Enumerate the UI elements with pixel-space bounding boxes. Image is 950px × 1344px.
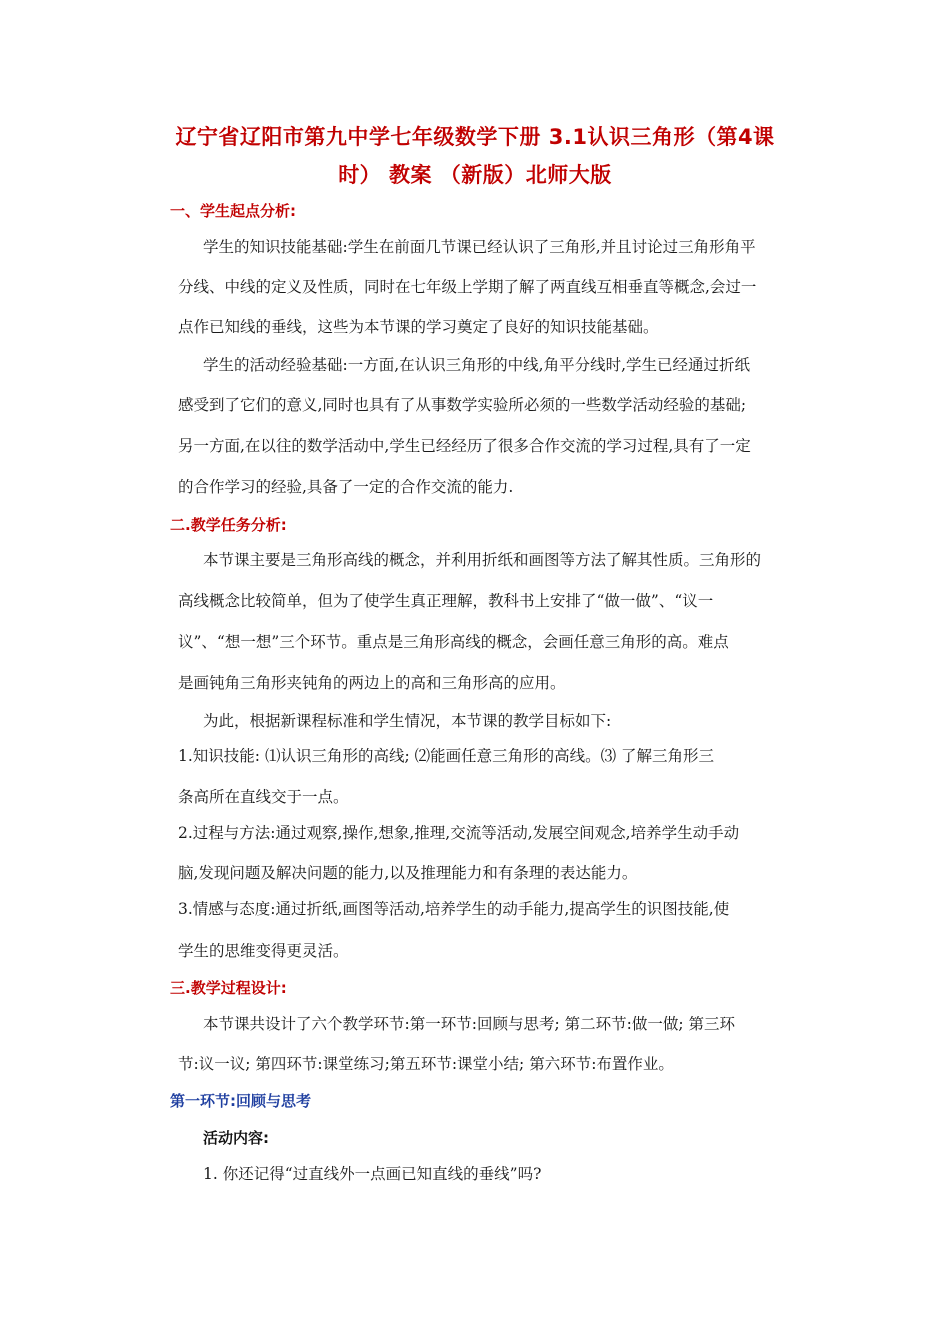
paragraph-line: 本节课共设计了六个教学环节:第一环节:回顾与思考; 第二环节:做一做; 第三环 [203,1015,735,1033]
paragraph-line: 学生的活动经验基础:一方面,在认识三角形的中线,角平分线时,学生已经通过折纸 [203,356,751,374]
activity-item: 1. 你还记得“过直线外一点画已知直线的垂线”吗? [203,1165,542,1183]
step-heading-1: 第一环节:回顾与思考 [170,1092,311,1110]
goal-line: 3.情感与态度:通过折纸,画图等活动,培养学生的动手能力,提高学生的识图技能,使 [178,900,730,918]
section-heading-3: 三.教学过程设计: [170,979,287,997]
activity-heading: 活动内容: [203,1129,269,1147]
section-heading-1: 一、学生起点分析: [170,202,296,220]
goal-line: 条高所在直线交于一点。 [178,788,349,806]
paragraph-line: 议”、“想一想”三个环节。重点是三角形高线的概念，会画任意三角形的高。难点 [178,633,729,651]
title-line-1: 辽宁省辽阳市第九中学七年级数学下册 3.1认识三角形（第4课 [175,125,775,149]
paragraph-line: 点作已知线的垂线，这些为本节课的学习奠定了良好的知识技能基础。 [178,318,659,336]
goal-line: 脑,发现问题及解决问题的能力,以及推理能力和有条理的表达能力。 [178,864,638,882]
section-heading-2: 二.教学任务分析: [170,516,287,534]
paragraph-line: 节:议一议; 第四环节:课堂练习;第五环节:课堂小结; 第六环节:布置作业。 [178,1055,674,1073]
paragraph-line: 学生的知识技能基础:学生在前面几节课已经认识了三角形,并且讨论过三角形角平 [203,238,756,256]
paragraph-line: 另一方面,在以往的数学活动中,学生已经经历了很多合作交流的学习过程,具有了一定 [178,437,751,455]
paragraph-line: 高线概念比较简单，但为了使学生真正理解，教科书上安排了“做一做”、“议一 [178,592,714,610]
goal-line: 2.过程与方法:通过观察,操作,想象,推理,交流等活动,发展空间观念,培养学生动手动 [178,824,740,842]
title-line-2: 时） 教案 （新版）北师大版 [338,163,612,187]
goal-line: 学生的思维变得更灵活。 [178,942,349,960]
paragraph-line: 的合作学习的经验,具备了一定的合作交流的能力. [178,478,514,496]
document-title [150,118,800,194]
paragraph-line: 为此，根据新课程标准和学生情况，本节课的教学目标如下: [203,712,612,730]
paragraph-line: 本节课主要是三角形高线的概念，并利用折纸和画图等方法了解其性质。三角形的 [203,551,762,569]
goal-line: 1.知识技能: ⑴认识三角形的高线; ⑵能画任意三角形的高线。⑶ 了解三角形三 [178,747,715,765]
paragraph-line: 感受到了它们的意义,同时也具有了从事数学实验所必须的一些数学活动经验的基础; [178,396,747,414]
paragraph-line: 是画钝角三角形夹钝角的两边上的高和三角形高的应用。 [178,674,566,692]
paragraph-line: 分线、中线的定义及性质，同时在七年级上学期了解了两直线互相垂直等概念,会过一 [178,278,757,296]
